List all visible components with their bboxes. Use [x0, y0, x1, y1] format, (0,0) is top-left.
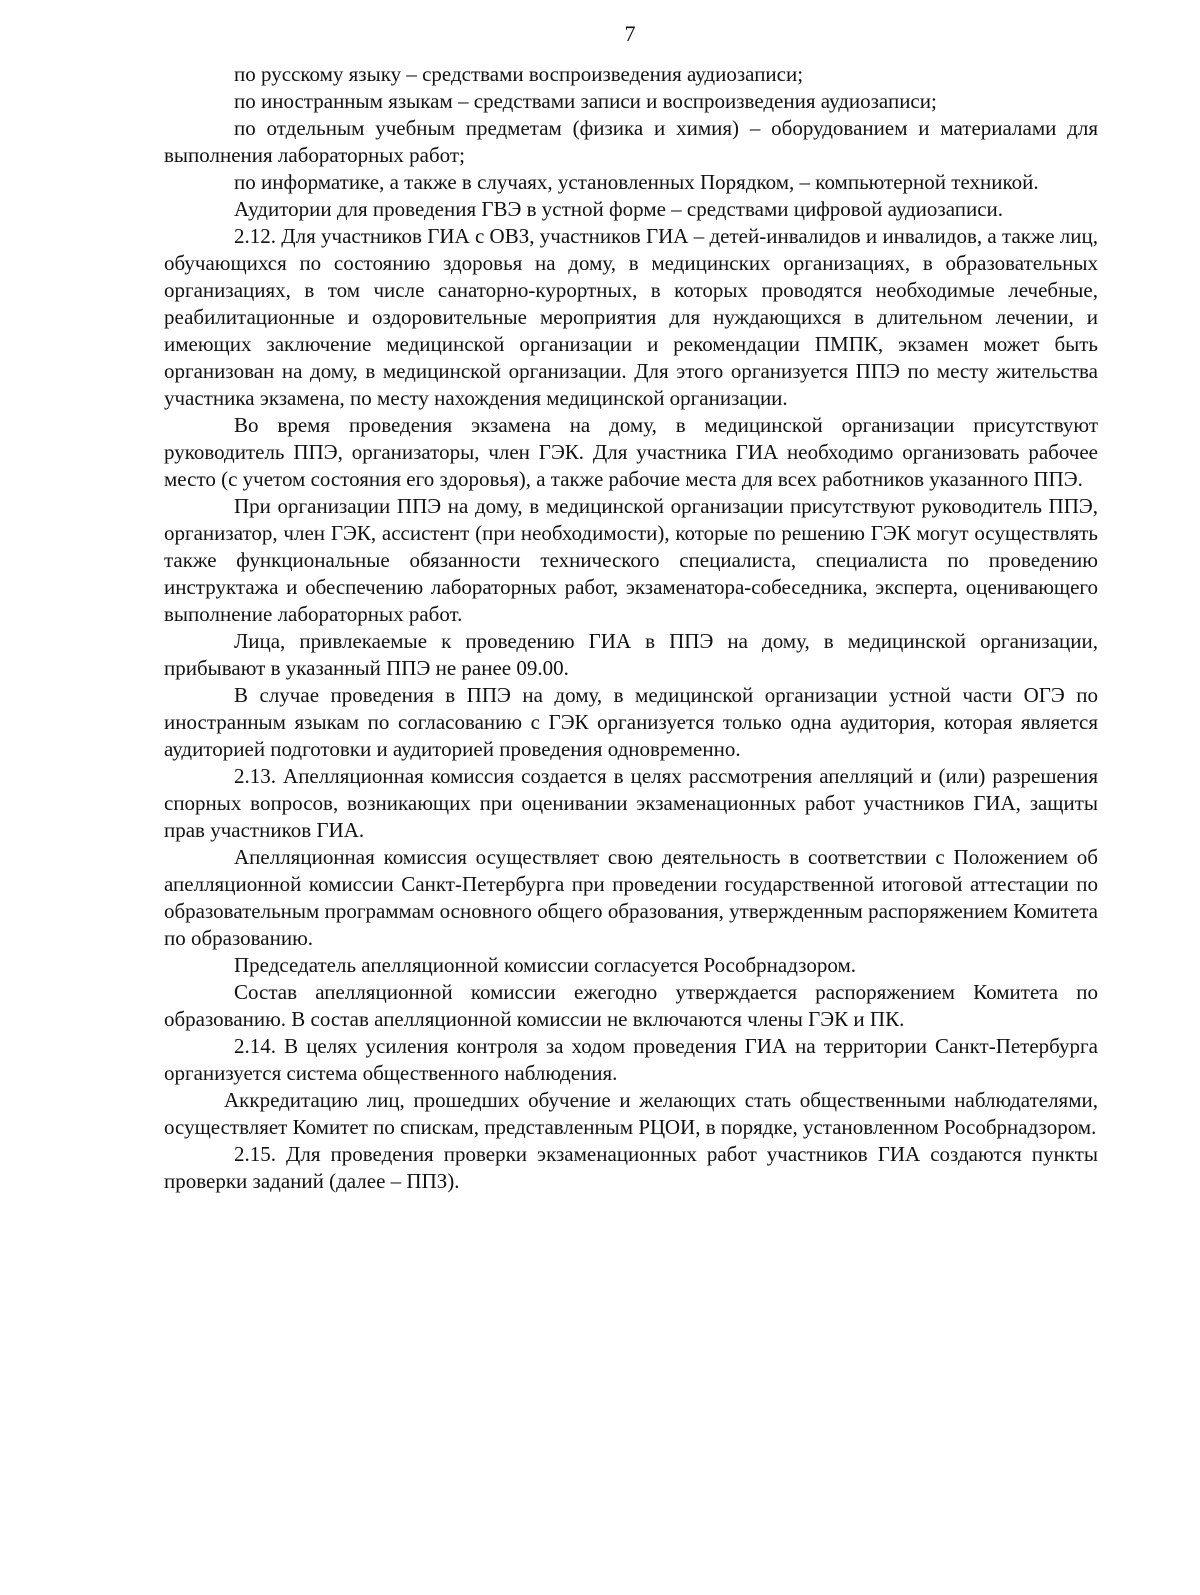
page-number: 7 — [624, 21, 636, 46]
paragraph: Лица, привлекаемые к проведению ГИА в ППЭ на дому, в медицинской организации, прибывают в указанный ППЭ не ранее 09.00. — [164, 629, 1098, 680]
paragraph: Состав апелляционной комиссии ежегодно утверждается распоряжением Комитета по образованию. В состав апелляционной комиссии не включаются члены ГЭК и ПК. — [164, 980, 1098, 1031]
paragraph: 2.13. Апелляционная комиссия создается в целях рассмотрения апелляций и (или) разрешения спорных вопросов, возникающих при оценивании экзаменационных работ участников ГИА, защиты прав участников ГИА. — [164, 764, 1098, 842]
paragraph: 2.14. В целях усиления контроля за ходом проведения ГИА на территории Санкт-Петербурга организуется система общественного наблюдения. — [164, 1034, 1098, 1085]
document-body — [164, 61, 1098, 1195]
paragraph: по отдельным учебным предметам (физика и химия) – оборудованием и материалами для выполнения лабораторных работ; — [164, 116, 1098, 167]
paragraph: В случае проведения в ППЭ на дому, в медицинской организации устной части ОГЭ по иностранным языкам по согласованию с ГЭК организуется только одна аудитория, которая является аудиторией подготовки и аудиторией проведения одновременно. — [164, 683, 1098, 761]
paragraph: Аудитории для проведения ГВЭ в устной форме – средствами цифровой аудиозаписи. — [234, 197, 1004, 221]
paragraph: по информатике, а также в случаях, установленных Порядком, – компьютерной техникой. — [234, 170, 1039, 194]
paragraph: 2.12. Для участников ГИА с ОВЗ, участников ГИА – детей-инвалидов и инвалидов, а также лиц, обучающихся по состоянию здоровья на дому, в медицинских организациях, в образовательных организациях, в том числе санаторно-курортных, в которых проводятся необходимые лечебные, реабилитационные и оздоровительные мероприятия для нуждающихся в длительном лечении, и имеющих заключение медицинской организации и рекомендации ПМПК, экзамен может быть организован на дому, в медицинской организации. Для этого организуется ППЭ по месту жительства участника экзамена, по месту нахождения медицинской организации. — [164, 224, 1098, 410]
paragraph: Апелляционная комиссия осуществляет свою деятельность в соответствии с Положением об апелляционной комиссии Санкт-Петербурга при проведении государственной итоговой аттестации по образовательным программам основного общего образования, утвержденным распоряжением Комитета по образованию. — [164, 845, 1098, 950]
paragraph: Аккредитацию лиц, прошедших обучение и желающих стать общественными наблюдателями, осуществляет Комитет по спискам, представленным РЦОИ, в порядке, установленном Рособрнадзором. — [164, 1088, 1098, 1139]
paragraph: Председатель апелляционной комиссии согласуется Рособрнадзором. — [234, 953, 856, 977]
paragraph: 2.15. Для проведения проверки экзаменационных работ участников ГИА создаются пункты проверки заданий (далее – ППЗ). — [164, 1142, 1098, 1193]
paragraph: Во время проведения экзамена на дому, в медицинской организации присутствуют руководитель ППЭ, организаторы, член ГЭК. Для участника ГИА необходимо организовать рабочее место (с учетом состояния его здоровья), а также рабочие места для всех работников указанного ППЭ. — [164, 413, 1098, 491]
paragraph: При организации ППЭ на дому, в медицинской организации присутствуют руководитель ППЭ, организатор, член ГЭК, ассистент (при необходимости), которые по решению ГЭК могут осуществлять также функциональные обязанности технического специалиста, специалиста по проведению инструктажа и обеспечению лабораторных работ, экзаменатора-собеседника, эксперта, оценивающего выполнение лабораторных работ. — [164, 494, 1098, 626]
paragraph: по русскому языку – средствами воспроизведения аудиозаписи; — [234, 62, 804, 86]
paragraph: по иностранным языкам – средствами записи и воспроизведения аудиозаписи; — [234, 89, 937, 113]
